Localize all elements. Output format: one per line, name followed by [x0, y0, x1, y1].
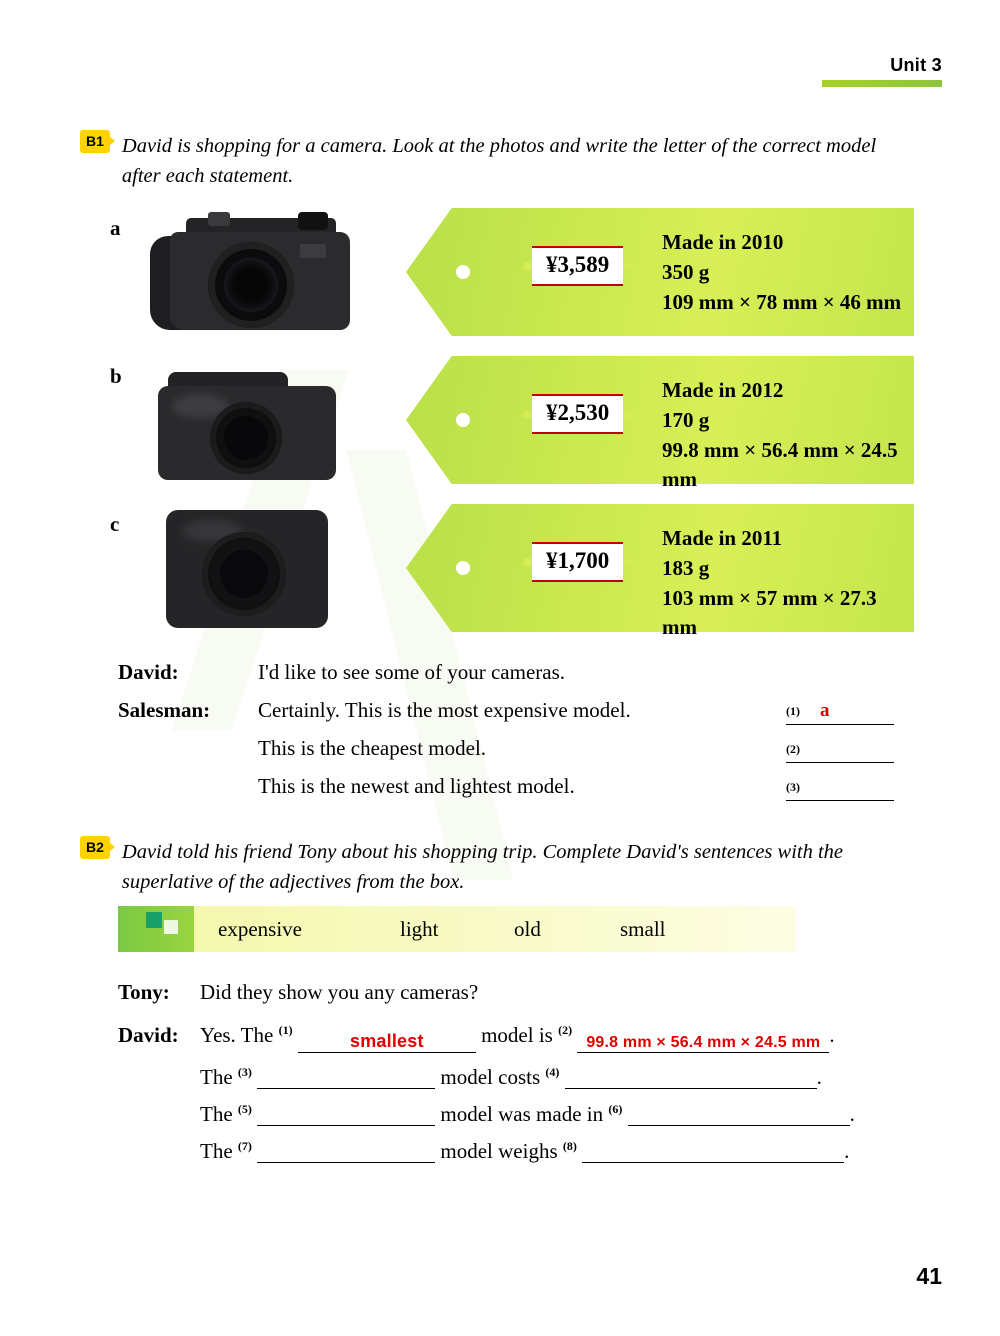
b2-line-suffix: . [849, 1102, 855, 1126]
exercise-b2-tag: B2 [80, 836, 110, 859]
camera-photo-c [166, 510, 328, 628]
camera-dimensions: 99.8 mm × 56.4 mm × 24.5 mm [662, 437, 898, 492]
b2-line-prefix: The [200, 1102, 233, 1126]
dialogue-speaker: Salesman: [118, 698, 211, 722]
camera-made: Made in 2011 [662, 526, 783, 550]
b2-answer-row [118, 1023, 918, 1053]
exercise-b2 [80, 838, 940, 897]
b2-blank-4[interactable] [565, 1064, 817, 1089]
b2-blank-2[interactable] [577, 1028, 829, 1053]
camera-photo-a [150, 212, 350, 330]
exercise-b1 [80, 132, 920, 191]
camera-letter: a [110, 216, 121, 240]
camera-letter: c [110, 512, 120, 536]
camera-row [110, 356, 930, 504]
dialogue-text: I'd like to see some of your cameras. [258, 660, 566, 684]
b2-blank-num-2: (2) [558, 1023, 573, 1037]
dialogue-text: This is the cheapest model. [258, 736, 487, 760]
b1-dialogue [118, 660, 908, 812]
camera-specs [662, 376, 914, 495]
b2-line-suffix: . [816, 1065, 822, 1089]
camera-made: Made in 2012 [662, 378, 784, 402]
unit-header [822, 55, 942, 87]
price-tag [406, 356, 914, 492]
camera-letter: b [110, 364, 122, 388]
camera-weight: 183 g [662, 555, 710, 580]
b2-blank-num-1: (1) [278, 1023, 293, 1037]
b2-line-prefix: Yes. The [200, 1023, 274, 1047]
b2-blank-num-4: (4) [545, 1065, 560, 1079]
camera-weight: 350 g [662, 259, 710, 284]
word-box-item-small: small [620, 916, 666, 941]
b2-blank-6[interactable] [628, 1101, 850, 1126]
b2-tony-line: Did they show you any cameras? [200, 980, 479, 1004]
b2-blank-num-7: (7) [237, 1139, 252, 1153]
b2-blank-num-3: (3) [237, 1065, 252, 1079]
b2-blank-5[interactable] [257, 1101, 435, 1126]
camera-price: ¥3,589 [532, 246, 623, 286]
b2-answer-1: smallest [350, 1031, 424, 1051]
word-box-item-expensive: expensive [218, 916, 302, 941]
b2-line-middle: model is [481, 1023, 553, 1047]
page-number: 41 [916, 1263, 942, 1289]
dialogue-text: This is the newest and lightest model. [258, 774, 575, 798]
camera-row [110, 504, 930, 652]
b2-blank-num-6: (6) [608, 1102, 623, 1116]
word-box-item-old: old [514, 916, 541, 941]
b2-answer-row [118, 1138, 918, 1164]
b2-line-middle: model was made in [440, 1102, 604, 1126]
b2-speaker-david: David: [118, 1023, 179, 1047]
camera-price: ¥1,700 [532, 542, 623, 582]
b2-dialogue [118, 980, 918, 1175]
b2-line-prefix: The [200, 1065, 233, 1089]
answer-number: (2) [786, 742, 800, 756]
answer-value-1: a [820, 700, 830, 721]
b2-answer-row [118, 1064, 918, 1090]
b2-blank-num-8: (8) [562, 1139, 577, 1153]
answer-number: (3) [786, 780, 800, 794]
answer-blank-3[interactable] [786, 778, 894, 801]
exercise-b2-instruction: David told his friend Tony about his shopping trip. Complete David's sentences with the superlative of the adjectives from the box. [121, 841, 843, 893]
answer-blank-1[interactable] [786, 702, 894, 725]
b2-line-middle: model weighs [440, 1139, 558, 1163]
price-tag [406, 504, 914, 640]
camera-dimensions: 109 mm × 78 mm × 46 mm [662, 289, 902, 314]
b2-blank-3[interactable] [257, 1064, 435, 1089]
exercise-b1-tag: B1 [80, 130, 110, 153]
tag-hole-icon [456, 561, 470, 575]
b2-blank-7[interactable] [257, 1138, 435, 1163]
b2-blank-8[interactable] [582, 1138, 844, 1163]
camera-weight: 170 g [662, 407, 710, 432]
answer-number: (1) [786, 704, 800, 718]
word-box-item-light: light [400, 916, 439, 941]
camera-specs [662, 228, 901, 317]
dialogue-line [118, 660, 908, 685]
b2-line-suffix: . [844, 1139, 850, 1163]
camera-row [110, 208, 930, 356]
b2-blank-1[interactable] [298, 1028, 476, 1053]
camera-made: Made in 2010 [662, 230, 784, 254]
dialogue-speaker: David: [118, 660, 179, 684]
unit-label: Unit 3 [890, 55, 942, 75]
word-box-marker-icon [118, 906, 194, 952]
exercise-b1-instruction: David is shopping for a camera. Look at the photos and write the letter of the correct model after each statement. [121, 135, 877, 187]
camera-list [110, 208, 930, 652]
b2-speaker-tony: Tony: [118, 980, 170, 1004]
dialogue-text: Certainly. This is the most expensive model. [258, 698, 631, 722]
b2-line-suffix: . [829, 1023, 835, 1047]
answer-blank-2[interactable] [786, 740, 894, 763]
tag-hole-icon [456, 413, 470, 427]
unit-rule [822, 80, 942, 87]
b2-answer-row [118, 1101, 918, 1127]
camera-price: ¥2,530 [532, 394, 623, 434]
camera-dimensions: 103 mm × 57 mm × 27.3 mm [662, 585, 877, 640]
b2-line-prefix: The [200, 1139, 233, 1163]
camera-specs [662, 524, 914, 643]
camera-photo-b [158, 372, 336, 480]
tag-hole-icon [456, 265, 470, 279]
b2-line-middle: model costs [440, 1065, 541, 1089]
b2-tony-row [118, 980, 918, 1005]
b2-blank-num-5: (5) [237, 1102, 252, 1116]
word-box [118, 906, 796, 952]
price-tag [406, 208, 914, 336]
b2-answer-2: 99.8 mm × 56.4 mm × 24.5 mm [586, 1034, 821, 1051]
